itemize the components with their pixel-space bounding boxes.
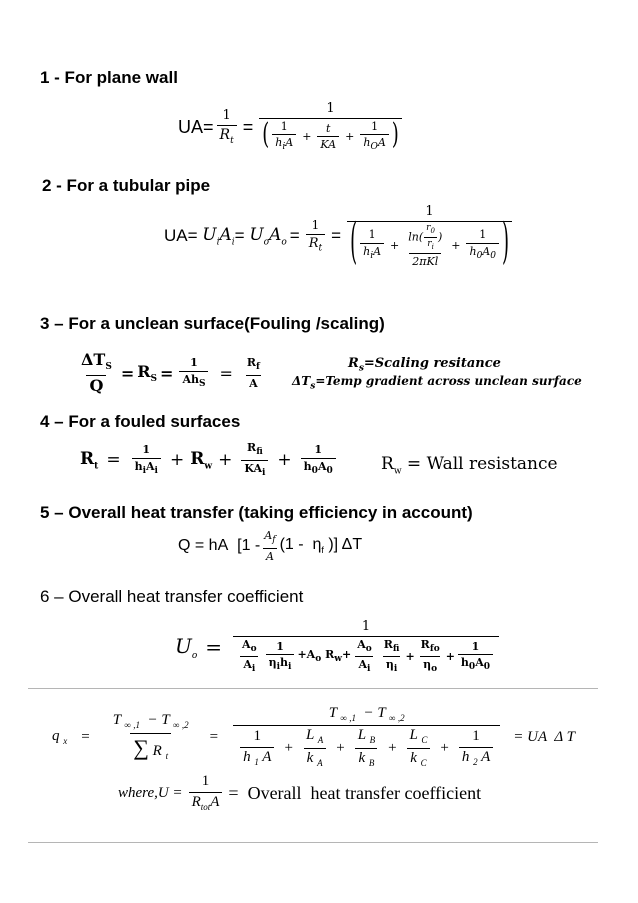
- eq4-1-h0a0: $\frac{1}{h_0A_0}$: [301, 444, 336, 476]
- eq7-sum-frac: $\frac{T _{\infty ,1} - T _{\infty ,2}}{\sum R _t}$: [112, 712, 189, 761]
- eq5-af-a: $\frac{A_f}{A}$: [264, 529, 276, 563]
- separator-bottom: [28, 842, 598, 843]
- eq1-frac-1-rt: $\frac{1}{R_t}$: [217, 109, 237, 146]
- eq6-main-frac: 1 $\frac{A_o}{A_i}$ $\frac{1}{\eta_ih_i}$ $+A_o$ $R_w+$ $\frac{A_o}{A_i}$ $\frac{R_{fi}}{\eta_i}$ + $\frac{R_{fo}}{\eta_o}$ + $\frac{1}{h_0A_0}$: [233, 620, 499, 675]
- eq7-rhs: = UA Δ T: [513, 728, 575, 745]
- eq3-dts-q: $\frac{\Delta T_S}{Q}$: [81, 350, 112, 395]
- equation-u-definition: [118, 774, 481, 812]
- section-5-heading: 5 – Overall heat transfer (taking efficiency in account): [40, 503, 473, 522]
- eq4-rfi-kai: $\frac{R_{fi}}{KA_i}$: [241, 442, 268, 478]
- equation-fouled-surfaces: $R_t$ = $\frac{1}{h_iA_i}$ + $R_w$ + $\frac{R_{fi}}{KA_i}$ + $\frac{1}{h_0A_0}$: [80, 442, 339, 478]
- eq6-uo: $U_o$: [175, 633, 198, 661]
- eq2-frac-1-rt: $\frac{1}{R_t}$: [306, 219, 325, 254]
- eq2-uo-ao: $U_oA_o$: [249, 225, 287, 248]
- eq4-def-rw: $R_w$ = Wall resistance: [381, 454, 558, 477]
- section-2-heading: 2 - For a tubular pipe: [42, 176, 211, 195]
- eq3-def-dts: $\Delta T_s=Temp$ gradient across unclean surface: [292, 374, 582, 392]
- eq5-text-b: ($1 - \eta_f$ )] ΔT: [279, 536, 363, 556]
- eq4-rt: $R_t$: [80, 448, 99, 472]
- eq4-rw: $R_w$: [190, 448, 213, 472]
- eq7-expanded-frac: T $_{\infty ,1}$ − T $_{\infty ,2}$ $\frac{1}{h _1 A}$ + $\frac{L _A}{k _A}$ + $\frac{L _B}{k _B}$ + $\frac{L _C}{k _C}$ + $\frac{1}{h _2 A}$: [233, 706, 500, 768]
- section-4-heading: 4 – For a fouled surfaces: [40, 412, 241, 431]
- eq3-rf-a: $\frac{R_f}{A}$: [246, 356, 260, 390]
- eq7-where: where,U =: [118, 784, 183, 801]
- equation-overall-efficiency: [178, 530, 362, 562]
- eq4-1-hiai: $\frac{1}{h_iA_i}$: [132, 444, 161, 476]
- eq3-rs: $R_S$: [137, 362, 158, 385]
- eq7-overall: = Overall heat transfer coefficient: [228, 782, 482, 803]
- equation-series-resistance: q $_x$ = $\frac{T _{\infty ,1} - T _{\infty ,2}}{\sum R _t}$ = T $_{\infty ,1}$ − T $_{\infty ,2}$ $\frac{1}{h _1 A}$ + $\frac{L _A}{k _A}$ + $\frac{L _B}{k _B}$ + $\frac{L _C}{k _C}$ + $\frac{1}{h _2 A}$ = UA Δ T: [52, 705, 575, 768]
- eq2-lhs: UA=: [164, 226, 203, 246]
- eq3-def-rs: $R_s=Scaling$ resitance: [348, 356, 501, 374]
- eq5-text-a: Q = hA [1 -: [178, 537, 261, 555]
- section-3-heading: 3 – For a unclean surface(Fouling /scaling): [40, 314, 385, 333]
- eq1-equals: =: [242, 116, 254, 137]
- eq1-lhs: UA=: [178, 116, 214, 137]
- eq7-qx: q $_x$: [52, 728, 68, 747]
- eq2-ui-ai: $U_iA_i$: [202, 225, 235, 248]
- eq3-1-ahs: $\frac{1}{Ah_S}$: [179, 357, 208, 389]
- equation-unclean-surface: $\frac{\Delta T_S}{Q}$ = $R_S$ = $\frac{1}{Ah_S}$ = $\frac{R_f}{A}$: [75, 352, 266, 394]
- eq7-1-rtot-a: $\frac{1}{R_{tot}A}$: [189, 774, 223, 812]
- equation-tubular-pipe: UA= $U_iA_i$ = $U_oA_o$ = $\frac{1}{R_t}$ = 1 ( $\frac{1}{h_iA}$ + ln( $\frac{r_0}{r_i}$ ) 2πKl + $\frac{1}{h_0A_0}$ ): [164, 205, 515, 267]
- section-1-heading: 1 - For plane wall: [40, 68, 178, 87]
- eq2-main-frac: 1 ( $\frac{1}{h_iA}$ + ln( $\frac{r_0}{r_i}$ ) 2πKl + $\frac{1}{h_0A_0}$ ): [347, 205, 512, 267]
- equation-plane-wall: [178, 102, 405, 153]
- separator-top: [28, 688, 598, 689]
- eq1-main-frac: 1 ( $\frac{1}{h_iA}$ + $\frac{t}{KA}$ + $\frac{1}{h_OA}$ ): [259, 102, 402, 153]
- section-6-heading: 6 – Overall heat transfer coefficient: [40, 587, 304, 606]
- equation-overall-coefficient: $U_o$ = 1 $\frac{A_o}{A_i}$ $\frac{1}{\eta_ih_i}$ $+A_o$ $R_w+$ $\frac{A_o}{A_i}$ $\frac{R_{fi}}{\eta_i}$ + $\frac{R_{fo}}{\eta_o}$ + $\frac{1}{h_0A_0}$: [175, 620, 502, 675]
